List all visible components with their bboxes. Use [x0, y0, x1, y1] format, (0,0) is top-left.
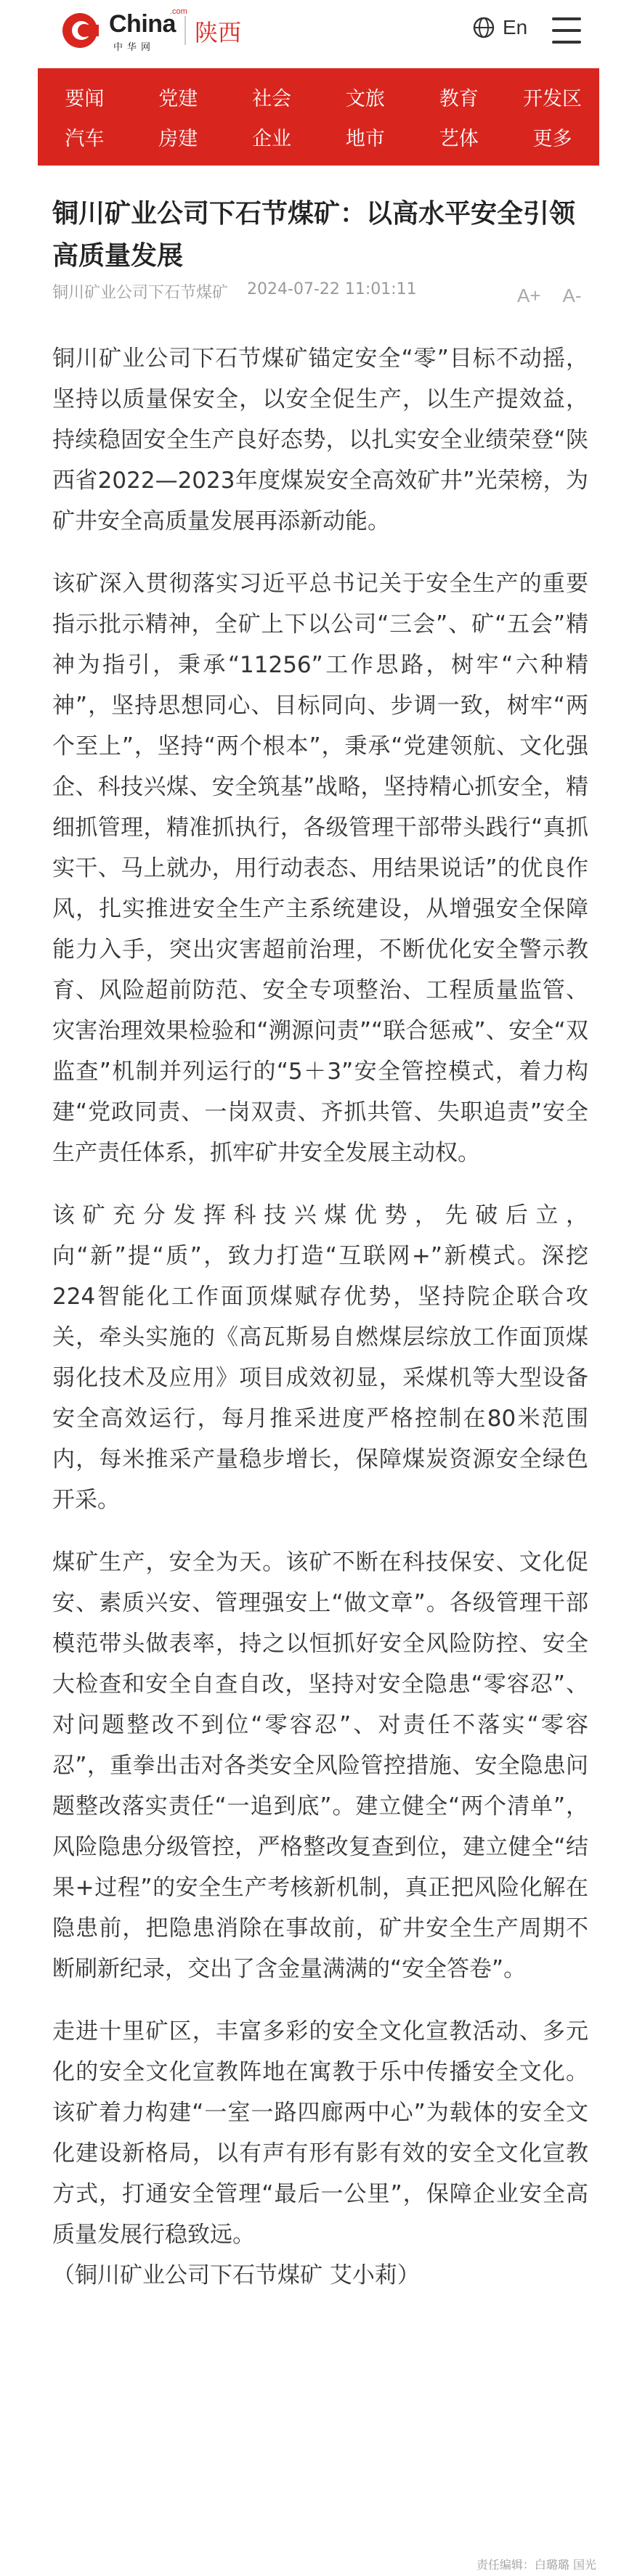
nav-item-kaifaqu[interactable]: 开发区	[523, 88, 583, 110]
nav-item-qiche[interactable]: 汽车	[65, 128, 105, 150]
article-paragraph: 该矿深入贯彻落实习近平总书记关于安全生产的重要指示批示精神，全矿上下以公司“三会”、矿“五会”精神为指引，秉承“11256”工作思路，树牢“六种精神”，坚持思想同心、目标同向、步调一致，树牢“两个至上”，坚持“两个根本”，秉承“党建领航、文化强企、科技兴煤、安全筑基”战略，坚持精心抓安全，精细抓管理，精准抓执行，各级管理干部带头践行“真抓实干、马上就办，用行动表态、用结果说话”的优良作风，扎实推进安全生产主系统建设，从增强安全保障能力入手，突出灾害超前治理，不断优化安全警示教育、风险超前防范、安全专项整治、工程质量监管、灾害治理效果检验和“溯源问责”“联合惩戒”、安全“双监查”机制并列运行的“5＋3”安全管控模式，着力构建“党政同责、一岗双责、齐抓共管、失职追责”安全生产责任体系，抓牢矿井安全发展主动权。	[52, 571, 588, 1166]
nav-item-yaowen[interactable]: 要闻	[65, 88, 105, 110]
article-source: 铜川矿业公司下石节煤矿	[52, 284, 229, 302]
article-meta	[52, 280, 417, 303]
nav-item-qiye[interactable]: 企业	[252, 128, 292, 150]
article-title: 铜川矿业公司下石节煤矿：以高水平安全引领高质量发展	[52, 199, 576, 271]
article-paragraph: 走进十里矿区，丰富多彩的安全文化宣教活动、多元化的安全文化宣教阵地在寓教于乐中传播安全文化。该矿着力构建“一室一路四廊两中心”为载体的安全文化建设新格局，以有声有形有影有效的安全文化宣教方式，打通安全管理“最后一公里”，保障企业安全高质量发展行稳致远。	[52, 2018, 588, 2248]
nav-item-fangjian[interactable]: 房建	[158, 128, 198, 150]
article-body	[52, 338, 588, 2318]
language-label: En	[503, 16, 528, 38]
nav-item-shehui[interactable]: 社会	[252, 88, 292, 110]
hamburger-menu-icon[interactable]	[552, 17, 581, 44]
nav-item-dishi[interactable]: 地市	[345, 128, 385, 150]
article-paragraph: 铜川矿业公司下石节煤矿锚定安全“零”目标不动摇，坚持以质量保安全，以安全促生产，以生产提效益，持续稳固安全生产良好态势，以扎实安全业绩荣登“陕西省2022—2023年度煤炭安全高效矿井”光荣榜，为矿井安全高质量发展再添新动能。	[52, 346, 588, 534]
article-paragraph: 煤矿生产，安全为天。该矿不断在科技保安、文化促安、素质兴安、管理强安上“做文章”。各级管理干部模范带头做表率，持之以恒抓好安全风险防控、安全大检查和安全自查自改，坚持对安全隐患“零容忍”、对问题整改不到位“零容忍”、对责任不落实“零容忍”，重拳出击对各类安全风险管控措施、安全隐患问题整改落实责任“一追到底”。建立健全“两个清单”，风险隐患分级管控，严格整改复查到位，建立健全“结果+过程”的安全生产考核新机制，真正把风险化解在隐患前，把隐患消除在事故前，矿井安全生产周期不断刷新纪录，交出了含金量满满的“安全答卷”。	[52, 1549, 588, 1982]
logo-text-cn: 中华网	[113, 42, 155, 53]
top-bar	[0, 0, 637, 62]
font-increase-button[interactable]: A+	[517, 285, 541, 306]
nav-item-jiaoyu[interactable]: 教育	[439, 88, 479, 110]
article-paragraph: 该矿充分发挥科技兴煤优势，先破后立，向“新”提“质”，致力打造“互联网+”新模式。深挖224智能化工作面顶煤赋存优势，坚持院企联合攻关，牵头实施的《高瓦斯易自燃煤层综放工作面顶煤弱化技术及应用》项目成效初显，采煤机等大型设备安全高效运行，每月推采进度严格控制在80米范围内，每米推采产量稳步增长，保障煤炭资源安全绿色开采。	[52, 1202, 588, 1513]
article-byline: （铜川矿业公司下石节煤矿 艾小莉）	[52, 2262, 420, 2288]
channel-nav	[38, 68, 599, 166]
language-switch[interactable]	[472, 16, 527, 39]
china-com-logo-icon[interactable]	[61, 12, 99, 49]
editor-credit: 责任编辑：白璐璐 国光	[476, 2558, 596, 2572]
logo-text-en: China	[109, 10, 176, 38]
logo-text-com: .com	[170, 7, 187, 16]
globe-icon	[472, 16, 495, 39]
nav-item-gengduo[interactable]: 更多	[532, 128, 572, 150]
nav-item-wenlv[interactable]: 文旅	[345, 88, 385, 110]
font-size-controls	[517, 285, 582, 307]
region-label[interactable]: 陕西	[195, 19, 242, 46]
logo-divider	[184, 16, 186, 45]
nav-item-yiti[interactable]: 艺体	[439, 128, 479, 150]
font-decrease-button[interactable]: A-	[562, 285, 582, 306]
article-date: 2024-07-22 11:01:11	[247, 280, 417, 298]
nav-item-dangjian[interactable]: 党建	[158, 88, 198, 110]
